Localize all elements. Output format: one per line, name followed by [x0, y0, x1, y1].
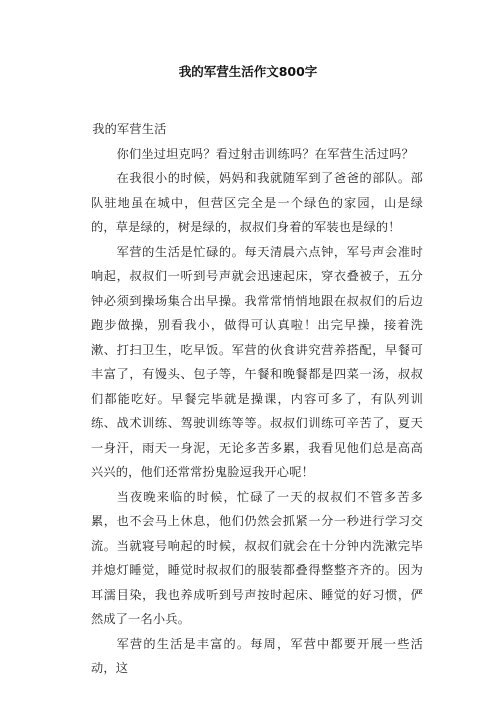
- paragraph: 当夜晚来临的时候，忙碌了一天的叔叔们不管多苦多累，也不会马上休息，他们仍然会抓紧一分一秒进行学习交流。当就寝号响起的时候，叔叔们就会在十分钟内洗漱完毕并熄灯睡觉，睡觉时叔叔们的服装都叠得整整齐齐的。因为耳濡目染，我也养成听到号声按时起床、睡觉的好习惯，俨然成了一名小兵。: [91, 489, 423, 626]
- paragraph: 军营的生活是丰富的。每周，军营中都要开展一些活动，这: [91, 636, 423, 675]
- paragraph: 军营的生活是忙碌的。每天清晨六点钟，军号声会准时响起，叔叔们一听到号声就会迅速起床，穿衣叠被子，五分钟必须到操场集合出早操。我常常悄悄地跟在叔叔们的后边跑步做操，别看我小，做得可认真啦！出完早操，接着洗漱、打扫卫生，吃早饭。军营的伙食讲究营养搭配，早餐可丰富了，有馒头、包子等，午餐和晚餐都是四菜一汤，叔叔们都能吃好。早餐完毕就是操课，内容可多了，有队列训练、战术训练、驾驶训练等等。叔叔们训练可辛苦了，夏天一身汗，雨天一身泥，无论多苦多累，我看见他们总是高高兴兴的，他们还常常扮鬼脸逗我开心呢！: [91, 244, 423, 479]
- paragraph: 在我很小的时候，妈妈和我就随军到了爸爸的部队。部队驻地虽在城中，但营区完全是一个绿色的家园，山是绿的，草是绿的，树是绿的，叔叔们身着的军装也是绿的！: [91, 171, 423, 234]
- paragraph: 你们坐过坦克吗？看过射击训练吗？在军营生活过吗？: [116, 146, 414, 161]
- document-body: [91, 117, 423, 681]
- document-title: 我的军营生活作文800字: [178, 64, 318, 79]
- document-subtitle: 我的军营生活: [92, 122, 167, 136]
